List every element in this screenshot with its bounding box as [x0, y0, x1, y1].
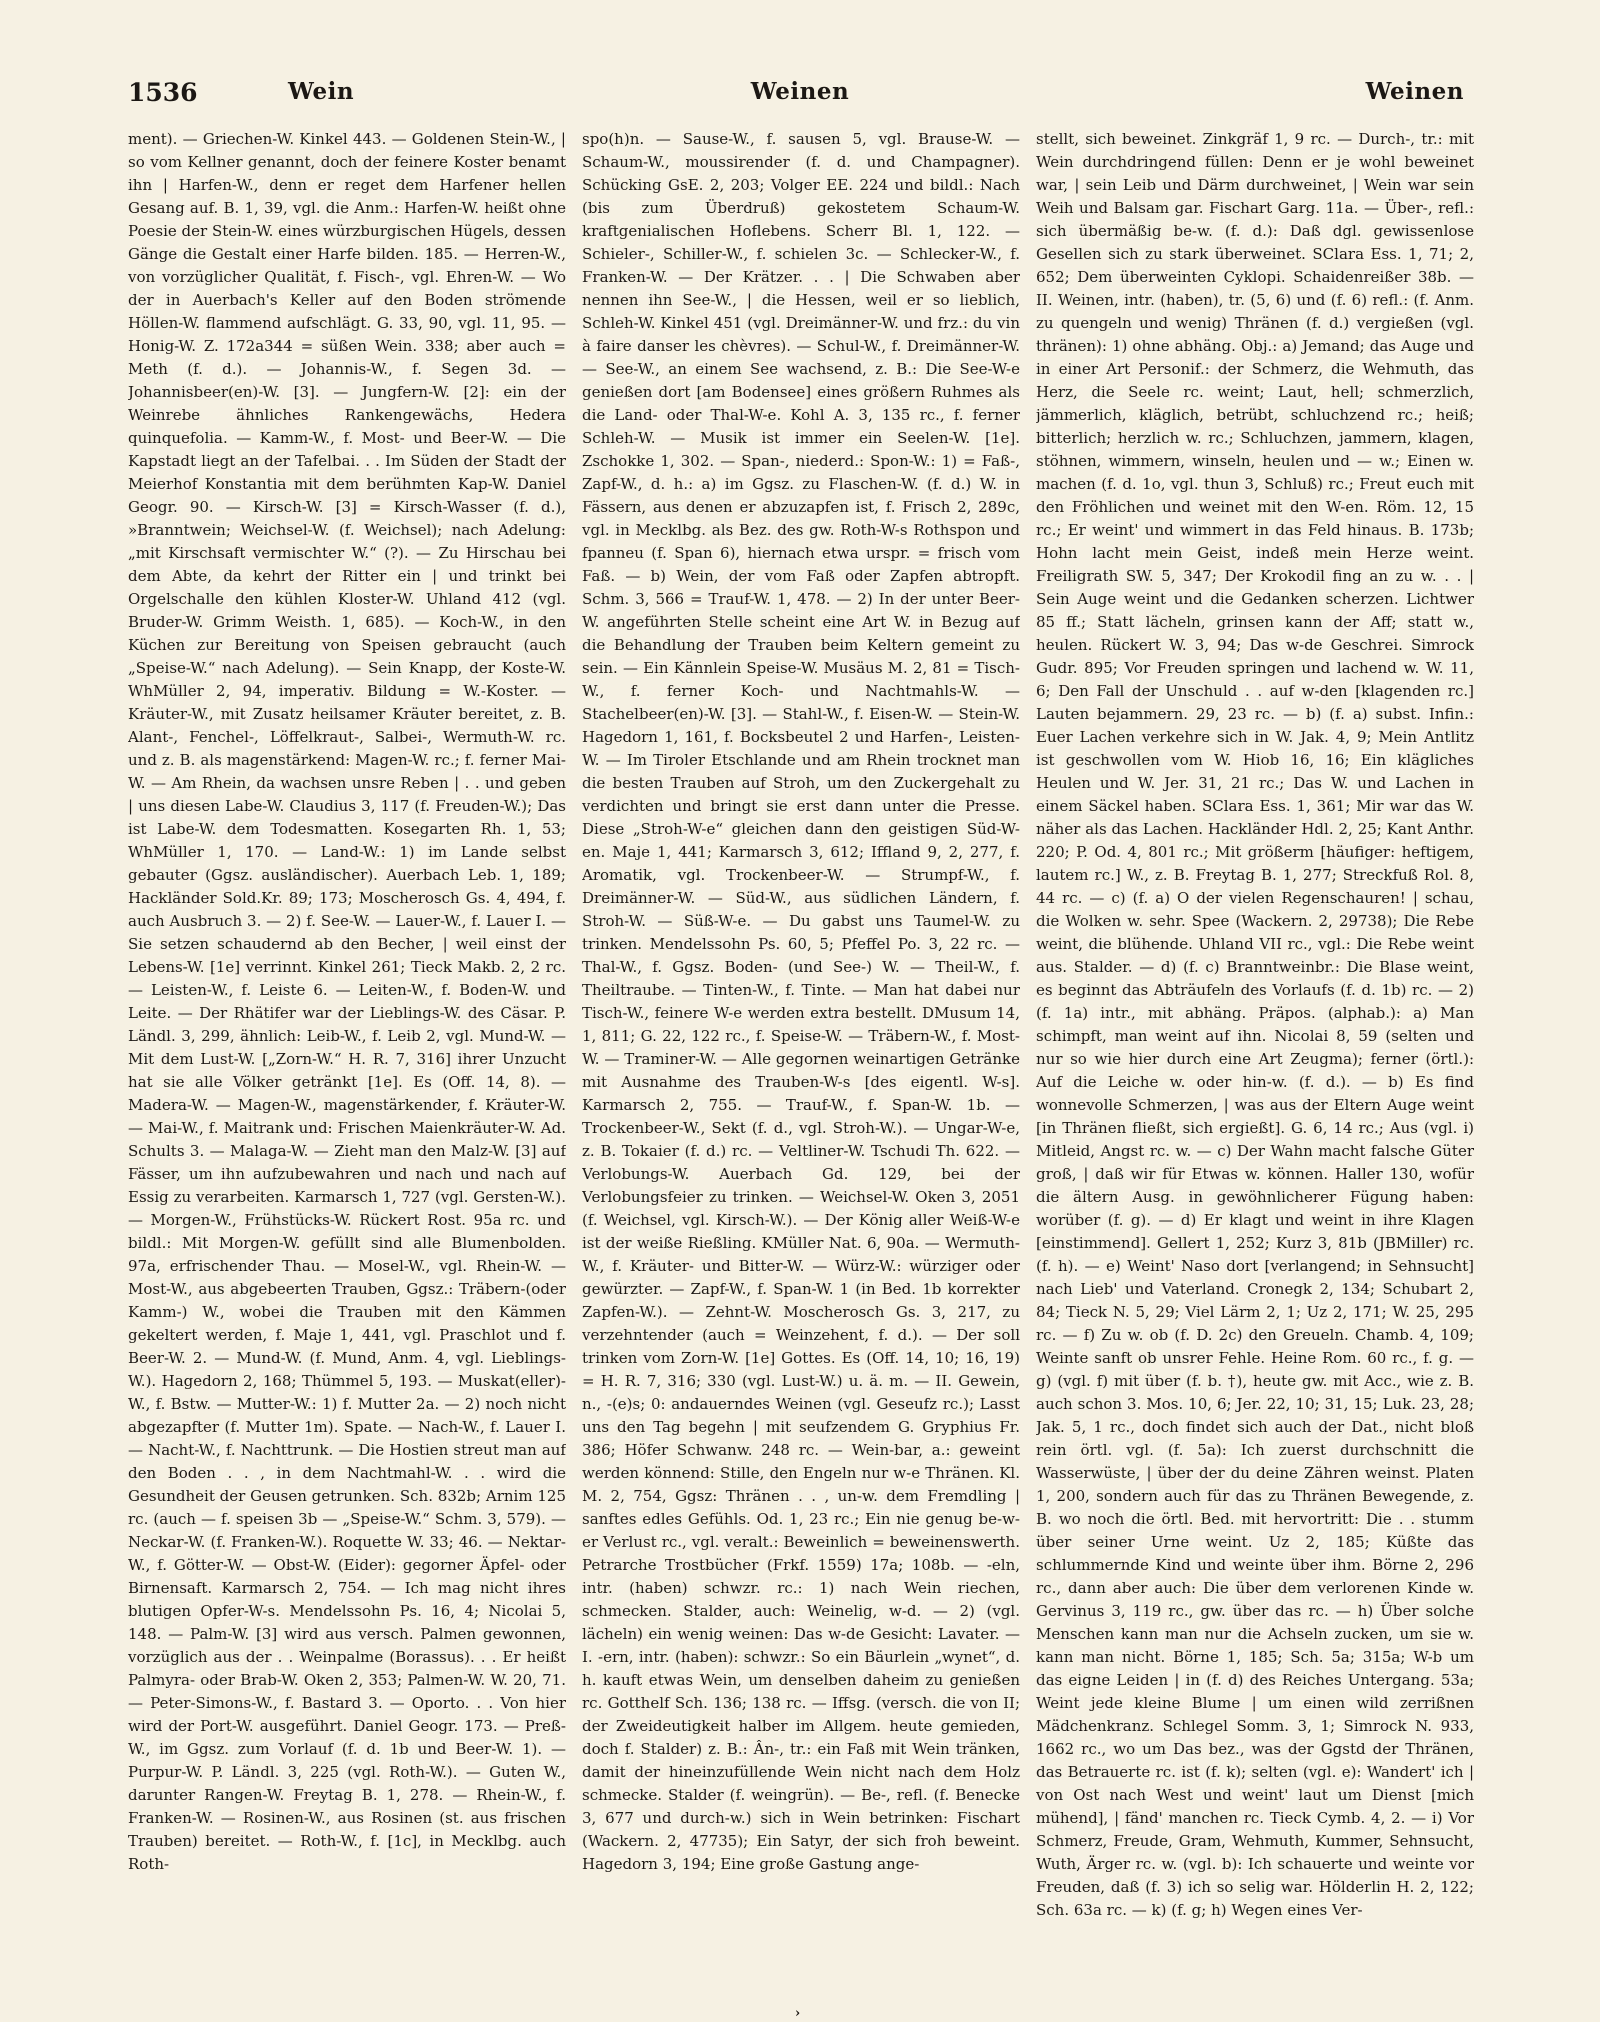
headword-left: Wein	[288, 78, 355, 105]
text-column-3	[1036, 128, 1474, 1948]
column-3-text: stellt, sich beweinet. Zinkgräf 1, 9 rc. — Durch-, tr.: mit Wein durchdringend füllen: Denn er je wohl beweinet war, | sein Leib und Därm durchweinet, | Wein war sein Weih und Balsam gar. Fischart Garg. 11a. — Über-, refl.: sich übermäßig be-w. (f. d.): Daß dgl. gewissenlose Gesellen sich zu stark überweinet. SClara Ess. 1, 71; 2, 652; Dem überweinten Cyklopi. Schaidenreißer 38b. — II. Weinen, intr. (haben), tr. (5, 6) und (f. 6) refl.: (f. Anm. zu quengeln und wenig) Thränen (f. d.) vergießen (vgl. thränen): 1) ohne abhäng. Obj.: a) Jemand; das Auge und in einer Art Personif.: der Schmerz, die Wehmuth, das Herz, die Seele rc. weint; Laut, hell; schmerzlich, jämmerlich, kläglich, betrübt, schluchzend rc.; heiß; bitterlich; herzlich w. rc.; Schluchzen, jammern, klagen, stöhnen, wimmern, winseln, heulen und — w.; Einen w. machen (f. d. 1o, vgl. thun 3, Schluß) rc.; Freut euch mit den Fröhlichen und weinet mit den W-en. Röm. 12, 15 rc.; Er weint' und wimmert in das Feld hinaus. B. 173b; Hohn lacht mein Geist, indeß mein Herze weint. Freiligrath SW. 5, 347; Der Krokodil fing an zu w. . . | Sein Auge weint und die Gedanken scherzen. Lichtwer 85 ff.; Statt lächeln, grinsen kann der Aff; statt w., heulen. Rückert W. 3, 94; Das w-de Geschrei. Simrock Gudr. 895; Vor Freuden springen und lachend w. W. 11, 6; Den Fall der Unschuld . . auf w-den [klagenden rc.] Lauten bejammern. 29, 23 rc. — b) (f. a) subst. Infin.: Euer Lachen verkehre sich in W. Jak. 4, 9; Mein Antlitz ist geschwollen vom W. Hiob 16, 16; Ein klägliches Heulen und W. Jer. 31, 21 rc.; Das W. und Lachen in einem Säckel haben. SClara Ess. 1, 361; Mir war das W. näher als das Lachen. Hackländer Hdl. 2, 25; Kant Anthr. 220; P. Od. 4, 801 rc.; Mit größerm [häufiger: heftigem, lautem rc.] W., z. B. Freytag B. 1, 277; Streckfuß Rol. 8, 44 rc. — c) (f. a) O der vielen Regenschauren! | schau, die Wolken w. sehr. Spee (Wackern. 2, 29738); Die Rebe weint, die blühende. Uhland VII rc., vgl.: Die Rebe weint aus. Stalder. — d) (f. c) Branntweinbr.: Die Blase weint, es beginnt das Abträufeln des Vorlaufs (f. d. 1b) rc. — 2) (f. 1a) intr., mit abhäng. Präpos. (alphab.): a) Man schimpft, man weint auf ihn. Nicolai 8, 59 (selten und nur so wie hier durch eine Art Zeugma); ferner (örtl.): Auf die Leiche w. oder hin-w. (f. d.). — b) Es find wonnevolle Schmerzen, | was aus der Eltern Auge weint [in Thränen fließt, sich ergießt]. G. 6, 14 rc.; Aus (vgl. i) Mitleid, Angst rc. w. — c) Der Wahn macht falsche Güter groß, | daß wir für Etwas w. können. Haller 130, wofür die ältern Ausg. in gewöhnlicherer Fügung haben: worüber (f. g). — d) Er klagt und weint in ihre Klagen [einstimmend]. Gellert 1, 252; Kurz 3, 81b (JBMiller) rc. (f. h). — e) Weint' Naso dort [verlangend; in Sehnsucht] nach Lieb' und Vaterland. Cronegk 2, 134; Schubart 2, 84; Tieck N. 5, 29; Viel Lärm 2, 1; Uz 2, 171; W. 25, 295 rc. — f) Zu w. ob (f. D. 2c) den Greueln. Chamb. 4, 109; Weinte sanft ob unsrer Fehle. Heine Rom. 60 rc., f. g. — g) (vgl. f) mit über (f. b. †), heute gw. mit Acc., wie z. B. auch schon 3. Mos. 10, 6; Jer. 22, 10; 31, 15; Luk. 23, 28; Jak. 5, 1 rc., doch findet sich auch der Dat., nicht bloß rein örtl. vgl. (f. 5a): Ich zuerst durchschnitt die Wasserwüste, | über der du deine Zähren weinst. Platen 1, 200, sondern auch für das zu Thränen Bewegende, z. B. wo noch die örtl. Bed. mit hervortritt: Die . . stumm über seiner Urne weint. Uz 2, 185; Küßte das schlummernde Kind und weinte über ihm. Börne 2, 296 rc., dann aber auch: Die über dem verlorenen Kinde w. Gervinus 3, 119 rc., gw. über das rc. — h) Über solche Menschen kann man nur die Achseln zucken, um sie w. kann man nicht. Börne 1, 185; Sch. 5a; 315a; W-b um das eigne Leiden | in (f. d) des Reiches Untergang. 53a; Weint jede kleine Blume | um einen wild zerrißnen Mädchenkranz. Schlegel Somm. 3, 1; Simrock N. 933, 1662 rc., wo um Das bez., was der Ggstd der Thränen, das Betrauerte rc. ist (f. k); selten (vgl. e): Wandert' ich | von Ost nach West und weint' laut um Dienst [mich mühend], | fänd' manchen rc. Tieck Cymb. 4, 2. — i) Vor Schmerz, Freude, Gram, Wehmuth, Kummer, Sehnsucht, Wuth, Ärger rc. w. (vgl. b): Ich schauerte und weinte vor Freuden, daß (f. 3) ich so selig war. Hölderlin H. 2, 122; Sch. 63a rc. — k) (f. g; h) Wegen eines Ver-	[1036, 130, 1474, 1919]
running-header	[128, 78, 1472, 112]
text-column-2	[582, 128, 1020, 1948]
column-1-text: ment). — Griechen-W. Kinkel 443. — Goldenen Stein-W., | so vom Kellner genannt, doch der feinere Koster benamt ihn | Harfen-W., denn er reget dem Harfener hellen Gesang auf. B. 1, 39, vgl. die Anm.: Harfen-W. heißt ohne Poesie der Stein-W. eines würzburgischen Hügels, dessen Gänge die Gestalt einer Harfe bilden. 185. — Herren-W., von vorzüglicher Qualität, f. Fisch-, vgl. Ehren-W. — Wo der in Auerbach's Keller auf den Boden strömende Höllen-W. flammend aufschlägt. G. 33, 90, vgl. 11, 95. — Honig-W. Z. 172a344 = süßen Wein. 338; aber auch = Meth (f. d.). — Johannis-W., f. Segen 3d. — Johannisbeer(en)-W. [3]. — Jungfern-W. [2]: ein der Weinrebe ähnliches Rankengewächs, Hedera quinquefolia. — Kamm-W., f. Most- und Beer-W. — Die Kapstadt liegt an der Tafelbai. . . Im Süden der Stadt der Meierhof Konstantia mit dem berühmten Kap-W. Daniel Geogr. 90. — Kirsch-W. [3] = Kirsch-Wasser (f. d.), »Branntwein; Weichsel-W. (f. Weichsel); nach Adelung: „mit Kirschsaft vermischter W.“ (?). — Zu Hirschau bei dem Abte, da kehrt der Ritter ein | und trinkt bei Orgelschalle den kühlen Kloster-W. Uhland 412 (vgl. Bruder-W. Grimm Weisth. 1, 685). — Koch-W., in den Küchen zur Bereitung von Speisen gebraucht (auch „Speise-W.“ nach Adelung). — Sein Knapp, der Koste-W. WhMüller 2, 94, imperativ. Bildung = W.-Koster. — Kräuter-W., mit Zusatz heilsamer Kräuter bereitet, z. B. Alant-, Fenchel-, Löffelkraut-, Salbei-, Wermuth-W. rc. und z. B. als magenstärkend: Magen-W. rc.; f. ferner Mai-W. — Am Rhein, da wachsen unsre Reben | . . und geben | uns diesen Labe-W. Claudius 3, 117 (f. Freuden-W.); Das ist Labe-W. dem Todesmatten. Kosegarten Rh. 1, 53; WhMüller 1, 170. — Land-W.: 1) im Lande selbst gebauter (Ggsz. ausländischer). Auerbach Leb. 1, 189; Hackländer Sold.Kr. 89; 173; Moscherosch Gs. 4, 494, f. auch Ausbruch 3. — 2) f. See-W. — Lauer-W., f. Lauer I. — Sie setzen schaudernd ab den Becher, | weil einst der Lebens-W. [1e] verrinnt. Kinkel 261; Tieck Makb. 2, 2 rc. — Leisten-W., f. Leiste 6. — Leiten-W., f. Boden-W. und Leite. — Der Rhätifer war der Lieblings-W. des Cäsar. P. Ländl. 3, 299, ähnlich: Leib-W., f. Leib 2, vgl. Mund-W. — Mit dem Lust-W. [„Zorn-W.“ H. R. 7, 316] ihrer Unzucht hat sie alle Völker getränkt [1e]. Es (Off. 14, 8). — Madera-W. — Magen-W., magenstärkender, f. Kräuter-W. — Mai-W., f. Maitrank und: Frischen Maienkräuter-W. Ad. Schults 3. — Malaga-W. — Zieht man den Malz-W. [3] auf Fässer, um ihn aufzubewahren und nach und nach auf Essig zu verarbeiten. Karmarsch 1, 727 (vgl. Gersten-W.). — Morgen-W., Frühstücks-W. Rückert Rost. 95a rc. und bildl.: Mit Morgen-W. gefüllt sind alle Blumenbolden. 97a, erfrischender Thau. — Mosel-W., vgl. Rhein-W. — Most-W., aus abgebeerten Trauben, Ggsz.: Träbern-(oder Kamm-) W., wobei die Trauben mit den Kämmen gekeltert werden, f. Maje 1, 441, vgl. Praschlot und f. Beer-W. 2. — Mund-W. (f. Mund, Anm. 4, vgl. Lieblings-W.). Hagedorn 2, 168; Thümmel 5, 193. — Muskat(eller)-W., f. Bstw. — Mutter-W.: 1) f. Mutter 2a. — 2) noch nicht abgezapfter (f. Mutter 1m). Spate. — Nach-W., f. Lauer I. — Nacht-W., f. Nachttrunk. — Die Hostien streut man auf den Boden . . , in dem Nachtmahl-W. . . wird die Gesundheit der Geusen getrunken. Sch. 832b; Arnim 125 rc. (auch — f. speisen 3b — „Speise-W.“ Schm. 3, 579). — Neckar-W. (f. Franken-W.). Roquette W. 33; 46. — Nektar-W., f. Götter-W. — Obst-W. (Eider): gegorner Äpfel- oder Birnensaft. Karmarsch 2, 754. — Ich mag nicht ihres blutigen Opfer-W-s. Mendelssohn Ps. 16, 4; Nicolai 5, 148. — Palm-W. [3] wird aus versch. Palmen gewonnen, vorzüglich aus der . . Weinpalme (Borassus). . . Er heißt Palmyra- oder Brab-W. Oken 2, 353; Palmen-W. W. 20, 71. — Peter-Simons-W., f. Bastard 3. — Oporto. . . Von hier wird der Port-W. ausgeführt. Daniel Geogr. 173. — Preß-W., im Ggsz. zum Vorlauf (f. d. 1b und Beer-W. 1). — Purpur-W. P. Ländl. 3, 225 (vgl. Roth-W.). — Guten W., darunter Rangen-W. Freytag B. 1, 278. — Rhein-W., f. Franken-W. — Rosinen-W., aus Rosinen (st. aus frischen Trauben) bereitet. — Roth-W., f. [1c], in Mecklbg. auch Roth-	[128, 130, 566, 1873]
text-column-1	[128, 128, 566, 1948]
page-number: 1536	[128, 78, 198, 107]
headword-center: Weinen	[750, 78, 850, 105]
footer-signature-mark: ›	[795, 2006, 801, 2021]
headword-right: Weinen	[1365, 78, 1464, 105]
column-2-text: spo(h)n. — Sause-W., f. sausen 5, vgl. Brause-W. — Schaum-W., moussirender (f. d. und Champagner). Schücking GsE. 2, 203; Volger EE. 224 und bildl.: Nach (bis zum Überdruß) gekostetem Schaum-W. kraftgenialischen Hoflebens. Scherr Bl. 1, 122. — Schieler-, Schiller-W., f. schielen 3c. — Schlecker-W., f. Franken-W. — Der Krätzer. . . | Die Schwaben aber nennen ihn See-W., | die Hessen, weil er so lieblich, Schleh-W. Kinkel 451 (vgl. Dreimänner-W. und frz.: du vin à faire danser les chèvres). — Schul-W., f. Dreimänner-W. — See-W., an einem See wachsend, z. B.: Die See-W-e genießen dort [am Bodensee] eines größern Ruhmes als die Land- oder Thal-W-e. Kohl A. 3, 135 rc., f. ferner Schleh-W. — Musik ist immer ein Seelen-W. [1e]. Zschokke 1, 302. — Span-, niederd.: Spon-W.: 1) = Faß-, Zapf-W., d. h.: a) im Ggsz. zu Flaschen-W. (f. d.) W. in Fässern, aus denen er abzuzapfen ist, f. Frisch 2, 289c, vgl. in Mecklbg. als Bez. des gw. Roth-W-s Rothspon und fpanneu (f. Span 6), hiernach etwa urspr. = frisch vom Faß. — b) Wein, der vom Faß oder Zapfen abtropft. Schm. 3, 566 = Trauf-W. 1, 478. — 2) In der unter Beer-W. angeführten Stelle scheint eine Art W. in Bezug auf die Behandlung der Trauben beim Keltern gemeint zu sein. — Ein Kännlein Speise-W. Musäus M. 2, 81 = Tisch-W., f. ferner Koch- und Nachtmahls-W. — Stachelbeer(en)-W. [3]. — Stahl-W., f. Eisen-W. — Stein-W. Hagedorn 1, 161, f. Bocksbeutel 2 und Harfen-, Leisten-W. — Im Tiroler Etschlande und am Rhein trocknet man die besten Trauben auf Stroh, um den Zuckergehalt zu verdichten und bringt sie erst dann unter die Presse. Diese „Stroh-W-e“ gleichen dann den geistigen Süd-W-en. Maje 1, 441; Karmarsch 3, 612; Iffland 9, 2, 277, f. Aromatik, vgl. Trockenbeer-W. — Strumpf-W., f. Dreimänner-W. — Süd-W., aus südlichen Ländern, f. Stroh-W. — Süß-W-e. — Du gabst uns Taumel-W. zu trinken. Mendelssohn Ps. 60, 5; Pfeffel Po. 3, 22 rc. — Thal-W., f. Ggsz. Boden- (und See-) W. — Theil-W., f. Theiltraube. — Tinten-W., f. Tinte. — Man hat dabei nur Tisch-W., feinere W-e werden extra bestellt. DMusum 14, 1, 811; G. 22, 122 rc., f. Speise-W. — Träbern-W., f. Most-W. — Traminer-W. — Alle gegornen weinartigen Getränke mit Ausnahme des Trauben-W-s [des eigentl. W-s]. Karmarsch 2, 755. — Trauf-W., f. Span-W. 1b. — Trockenbeer-W., Sekt (f. d., vgl. Stroh-W.). — Ungar-W-e, z. B. Tokaier (f. d.) rc. — Veltliner-W. Tschudi Th. 622. — Verlobungs-W. Auerbach Gd. 129, bei der Verlobungsfeier zu trinken. — Weichsel-W. Oken 3, 2051 (f. Weichsel, vgl. Kirsch-W.). — Der König aller Weiß-W-e ist der weiße Rießling. KMüller Nat. 6, 90a. — Wermuth-W., f. Kräuter- und Bitter-W. — Würz-W.: würziger oder gewürzter. — Zapf-W., f. Span-W. 1 (in Bed. 1b korrekter Zapfen-W.). — Zehnt-W. Moscherosch Gs. 3, 217, zu verzehntender (auch = Weinzehent, f. d.). — Der soll trinken vom Zorn-W. [1e] Gottes. Es (Off. 14, 10; 16, 19) = H. R. 7, 316; 330 (vgl. Lust-W.) u. ä. m. — II. Gewein, n., -(e)s; 0: andauerndes Weinen (vgl. Geseufz rc.); Lasst uns den Tag begehn | mit seufzendem G. Gryphius Fr. 386; Höfer Schwanw. 248 rc. — Wein-bar, a.: geweint werden könnend: Stille, den Engeln nur w-e Thränen. Kl. M. 2, 754, Ggsz: Thränen . . , un-w. dem Fremdling | sanftes edles Gefühls. Od. 1, 23 rc.; Ein nie genug be-w-er Verlust rc., vgl. veralt.: Beweinlich = beweinenswerth. Petrarche Trostbücher (Frkf. 1559) 17a; 108b. — -eln, intr. (haben) schwzr. rc.: 1) nach Wein riechen, schmecken. Stalder, auch: Weinelig, w-d. — 2) (vgl. lächeln) ein wenig weinen: Das w-de Gesicht: Lavater. — I. -ern, intr. (haben): schwzr.: So ein Bäurlein „wynet“, d. h. kauft etwas Wein, um denselben daheim zu genießen rc. Gotthelf Sch. 136; 138 rc. — Iffsg. (versch. die von II; der Zweideutigkeit halber im Allgem. heute gemieden, doch f. Stalder) z. B.: Ân-, tr.: ein Faß mit Wein tränken, damit der hineinzufüllende Wein nicht nach dem Holz schmecke. Stalder (f. weingrün). — Be-, refl. (f. Benecke 3, 677 und durch-w.) sich in Wein betrinken: Fischart (Wackern. 2, 47735); Ein Satyr, der sich froh beweint. Hagedorn 3, 194; Eine große Gastung ange-	[582, 130, 1020, 1873]
